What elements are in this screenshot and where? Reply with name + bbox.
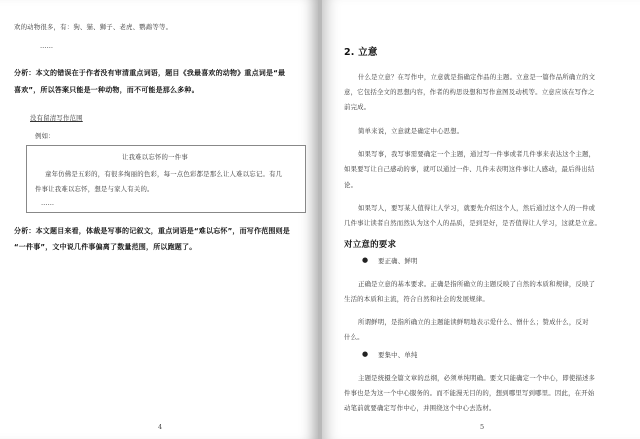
section-heading: 2. 立意 xyxy=(344,47,378,58)
bullet-icon: ● xyxy=(362,256,369,264)
text-line: 意，它包括全文的思想内容，作者的构思设想和写作意图及动机等。立意应该在写作之 xyxy=(344,88,595,96)
text-line: 什么。 xyxy=(344,333,364,341)
example-box xyxy=(26,145,306,213)
text-line: 所谓鲜明，是指所确立的主题能读鲜明地表示爱什么、憎什么；赞成什么，反对 xyxy=(358,318,589,326)
text-line: 如果写人，要写某人值得让人学习，就要先介绍这个人，然后通过这个人的一件或 xyxy=(358,204,596,212)
box-line: 童年仿佛是五彩的，有很多绚丽的色彩，每一点色彩都是那么让人难以忘记。有几 xyxy=(45,170,283,178)
page-number: 5 xyxy=(480,423,485,431)
text-line: 前完成。 xyxy=(344,103,371,111)
text-line: 如果写事，我写事需要确定一个主题，通过写一件事或者几件事来表达这个主题， xyxy=(358,150,596,158)
analysis-line: “一件事”，文中说几件事偏离了数量范围，所以跑题了。 xyxy=(14,243,197,251)
text-line: 如果要写让自己感动的事，就可以通过一件、几件未表明这件事让人感动，最后得出结 xyxy=(344,165,595,173)
section-title: 没有留清写作范围 xyxy=(30,114,83,122)
ellipsis: …… xyxy=(40,42,54,50)
left-page xyxy=(0,0,318,439)
text-line: 件事也是为这一个中心服务的。而不能漫无目的的，想到哪里写到哪里。因此，在开始 xyxy=(344,389,595,397)
box-line: 件事让我难以忘怀，想是与家人有关的。 xyxy=(35,185,154,193)
analysis-line: 分析：本文题目来看，体裁是写事的记叙文，重点词语是“难以忘怀”，而写作范围则是 xyxy=(14,227,290,235)
bullet-label: 要正确、鲜明 xyxy=(378,257,418,265)
bullet-icon: ● xyxy=(362,350,369,358)
text-line: 正确是立意的基本要求。正确是指所确立的主题反映了自然的本质和规律，反映了 xyxy=(358,280,596,288)
text-line: 动笔前就要确定写作中心，并围绕这个中心去选材。 xyxy=(344,404,496,412)
text-line: 欢的动物很多，有：狗、猫、狮子、老虎、鹦鹉等等。 xyxy=(14,23,173,31)
text-line: 论。 xyxy=(344,181,358,189)
text-line: 几件事让读者自然而然认为这个人的品质，是到是好，是否值得让人学习，这就是立意。 xyxy=(344,219,602,227)
ellipsis: …… xyxy=(41,199,55,207)
analysis-line: 喜欢”，所以答案只能是一种动物，而不可能是那么多种。 xyxy=(14,86,199,94)
text-line: 主题是统摄全篇文章的总纲，必须单纯明确。要文只能确定一个中心，即使描述多 xyxy=(358,374,596,382)
bullet-label: 要集中、单纯 xyxy=(378,351,418,359)
box-title: 让我难以忘怀的一件事 xyxy=(122,153,188,161)
text-line: 简单来说，立意就是确定中心思想。 xyxy=(358,127,464,135)
text-line: 生活的本质和主流，符合自然和社会的发展规律。 xyxy=(344,295,489,303)
right-page xyxy=(322,0,640,439)
page-number: 4 xyxy=(158,423,163,431)
subheading: 对立意的要求 xyxy=(344,240,397,250)
text-line: 什么是立意？在写作中，立意就是指确定作品的主题。立意是一篇作品所确立的文 xyxy=(358,73,596,81)
analysis-line: 分析：本文的错误在于作者没有审清重点词语，题目《我最喜欢的动物》重点词是“最 xyxy=(14,69,286,77)
example-label: 例如： xyxy=(35,132,55,140)
